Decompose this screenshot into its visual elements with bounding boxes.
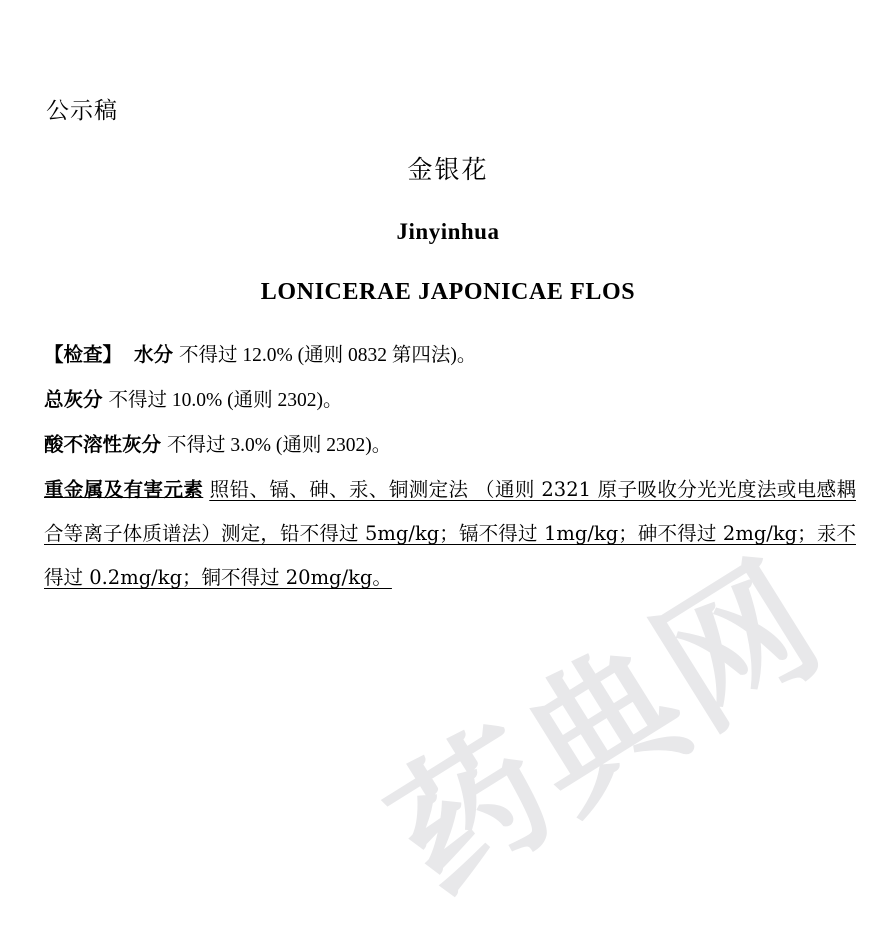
- section-text-acid-insoluble-ash: 不得过 3.0% (通则 2302)。: [167, 435, 392, 456]
- body-sections: [44, 333, 856, 600]
- page-title-pinyin: Jinyinhua: [396, 219, 500, 244]
- section-inspection: [44, 333, 856, 378]
- section-label-heavy-metals: 重金属及有害元素: [44, 478, 204, 501]
- section-sublabel-moisture: 水分: [134, 343, 174, 366]
- section-total-ash: [44, 378, 856, 423]
- section-acid-insoluble-ash: [44, 423, 856, 468]
- page-title-chinese: 金银花: [407, 155, 489, 184]
- section-text-inspection: 不得过 12.0% (通则 0832 第四法)。: [179, 345, 477, 366]
- watermark-text: 药典网: [365, 534, 851, 924]
- section-text-heavy-metals: 照铅、镉、砷、汞、铜测定法 （通则 2321 原子吸收分光光度法或电感耦合等离子体质谱法）测定，铅不得过 5mg/kg；镉不得过 1mg/kg；砷不得过 2mg/kg；汞不得过 0.2mg/kg；铜不得过 20mg/kg。: [44, 478, 856, 589]
- section-label-total-ash: 总灰分: [44, 388, 103, 411]
- page-title-latin: LONICERAE JAPONICAE FLOS: [260, 279, 636, 305]
- section-text-total-ash: 不得过 10.0% (通则 2302)。: [108, 390, 343, 411]
- section-label-inspection: 【检查】: [44, 343, 123, 366]
- title-block: [0, 150, 896, 312]
- section-heavy-metals: [44, 468, 856, 600]
- draft-status-label: 公示稿: [46, 98, 118, 124]
- section-label-acid-insoluble-ash: 酸不溶性灰分: [44, 433, 162, 456]
